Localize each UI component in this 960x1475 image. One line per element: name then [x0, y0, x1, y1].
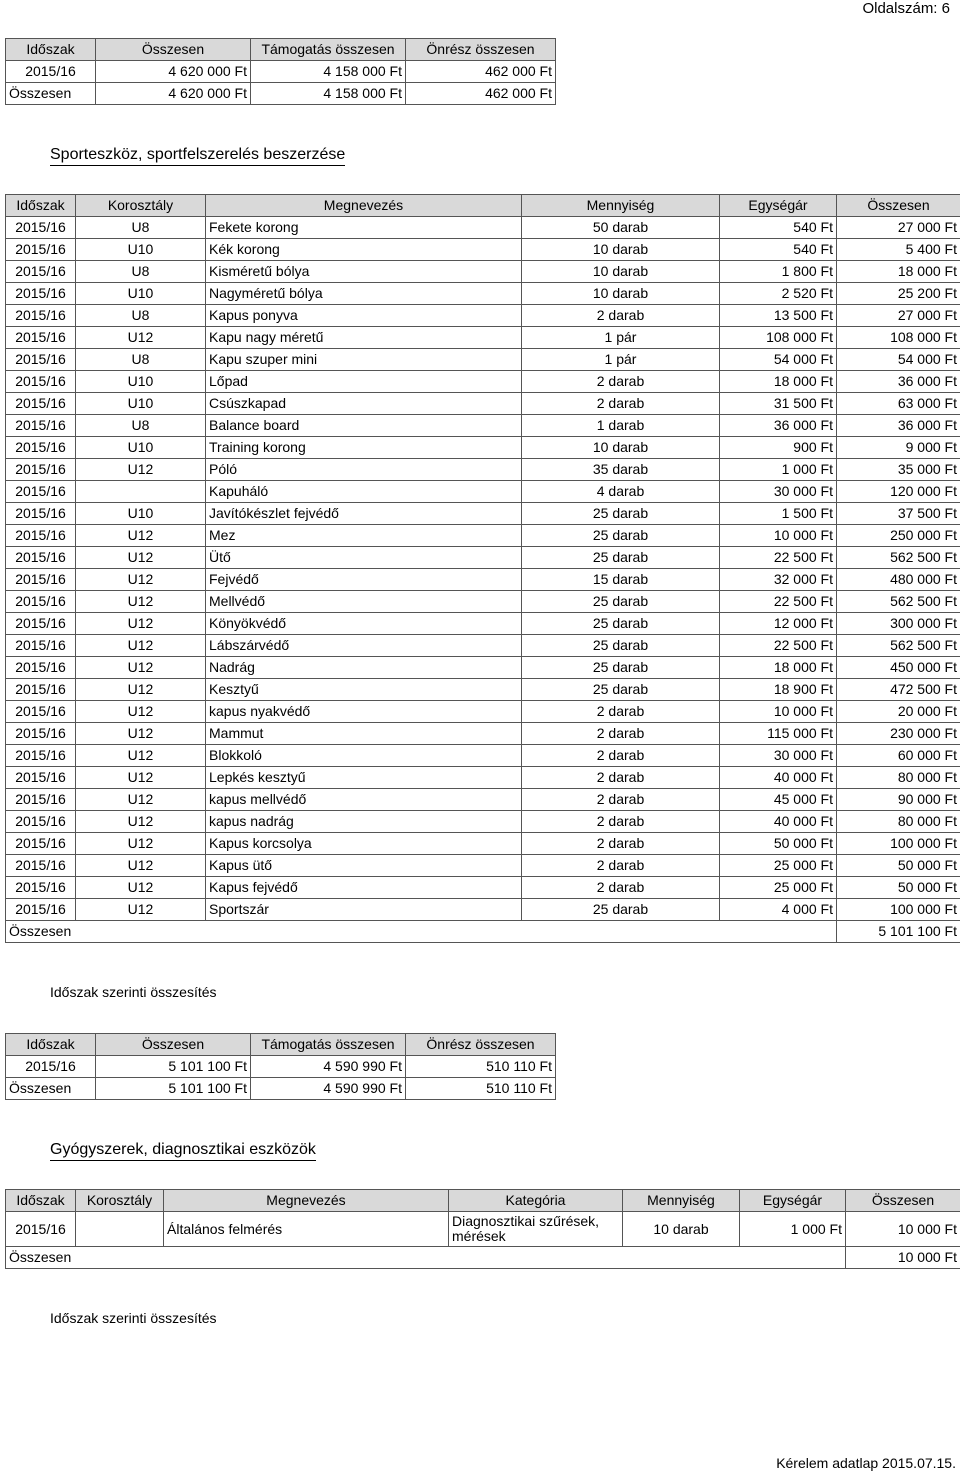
table-cell: 35 000 Ft — [837, 459, 960, 481]
table-cell: 2015/16 — [6, 569, 76, 591]
table-cell: 27 000 Ft — [837, 217, 960, 239]
table-cell: 5 101 100 Ft — [96, 1078, 251, 1100]
table-cell: Sportszár — [206, 899, 522, 921]
table-row — [6, 679, 960, 701]
column-header: Korosztály — [76, 1190, 164, 1212]
table-cell: 4 158 000 Ft — [251, 83, 406, 105]
table-cell: U12 — [76, 701, 206, 723]
section-title-medicine: Gyógyszerek, diagnosztikai eszközök — [50, 1140, 316, 1161]
table-row — [6, 305, 960, 327]
table-cell: 25 darab — [522, 503, 720, 525]
table-cell: Lepkés kesztyű — [206, 767, 522, 789]
table-row — [6, 327, 960, 349]
table-cell: 2015/16 — [6, 239, 76, 261]
table-cell: 2015/16 — [6, 437, 76, 459]
header-row — [6, 195, 960, 217]
table-row — [6, 83, 556, 105]
table-cell: 25 darab — [522, 547, 720, 569]
table-cell: 462 000 Ft — [406, 61, 556, 83]
table-cell: U12 — [76, 591, 206, 613]
table-row — [6, 833, 960, 855]
table-cell: 2015/16 — [6, 789, 76, 811]
table-cell: U8 — [76, 305, 206, 327]
table-cell: 450 000 Ft — [837, 657, 960, 679]
table-cell: 80 000 Ft — [837, 767, 960, 789]
table-cell: 25 darab — [522, 591, 720, 613]
table-cell: Javítókészlet fejvédő — [206, 503, 522, 525]
table-cell: Nagyméretű bólya — [206, 283, 522, 305]
table-cell: 2015/16 — [6, 1212, 76, 1247]
table-cell: 25 200 Ft — [837, 283, 960, 305]
table-row — [6, 525, 960, 547]
table-cell: kapus nadrág — [206, 811, 522, 833]
table-row — [6, 855, 960, 877]
table-cell: Kapuháló — [206, 481, 522, 503]
table-cell: 250 000 Ft — [837, 525, 960, 547]
table-cell: U12 — [76, 459, 206, 481]
table-cell: 27 000 Ft — [837, 305, 960, 327]
table-cell: 2015/16 — [6, 657, 76, 679]
table-cell: 562 500 Ft — [837, 635, 960, 657]
table-cell: 18 000 Ft — [720, 657, 837, 679]
table-cell: 54 000 Ft — [720, 349, 837, 371]
column-header: Megnevezés — [164, 1190, 449, 1212]
column-header: Összesen — [96, 39, 251, 61]
table-cell: U12 — [76, 525, 206, 547]
table-cell: U12 — [76, 657, 206, 679]
table-cell: U12 — [76, 745, 206, 767]
table-cell: 562 500 Ft — [837, 547, 960, 569]
table-row — [6, 635, 960, 657]
table-cell: 9 000 Ft — [837, 437, 960, 459]
total-label: Összesen — [6, 1247, 846, 1269]
period-summary-label-1: Időszak szerinti összesítés — [50, 984, 217, 1000]
table-cell: 2015/16 — [6, 393, 76, 415]
table-cell: 2015/16 — [6, 899, 76, 921]
column-header: Időszak — [6, 39, 96, 61]
table-cell: Ütő — [206, 547, 522, 569]
table-cell: 10 darab — [522, 437, 720, 459]
table-cell: 2015/16 — [6, 349, 76, 371]
table-cell: Kesztyű — [206, 679, 522, 701]
table-cell: Összesen — [6, 83, 96, 105]
column-header: Időszak — [6, 1034, 96, 1056]
table-cell: 540 Ft — [720, 217, 837, 239]
column-header: Önrész összesen — [406, 1034, 556, 1056]
table-cell: 50 000 Ft — [837, 855, 960, 877]
table-cell: 25 darab — [522, 635, 720, 657]
table-cell: Lábszárvédő — [206, 635, 522, 657]
table-cell: U12 — [76, 833, 206, 855]
table-cell: 63 000 Ft — [837, 393, 960, 415]
table-cell: 2015/16 — [6, 217, 76, 239]
table-cell: Mellvédő — [206, 591, 522, 613]
table-cell: 2015/16 — [6, 525, 76, 547]
table-cell: 1 800 Ft — [720, 261, 837, 283]
period-summary-label-2: Időszak szerinti összesítés — [50, 1310, 217, 1326]
table-cell: Kapus korcsolya — [206, 833, 522, 855]
table-cell: 1 000 Ft — [720, 459, 837, 481]
column-header: Önrész összesen — [406, 39, 556, 61]
table-cell — [76, 481, 206, 503]
column-header: Összesen — [96, 1034, 251, 1056]
column-header: Egységár — [720, 195, 837, 217]
table-cell: 40 000 Ft — [720, 767, 837, 789]
table-row — [6, 371, 960, 393]
table-cell: U12 — [76, 767, 206, 789]
table-cell: 20 000 Ft — [837, 701, 960, 723]
table-cell: U8 — [76, 261, 206, 283]
table-row — [6, 547, 960, 569]
table-cell: 30 000 Ft — [720, 745, 837, 767]
table-cell: U10 — [76, 503, 206, 525]
table-cell: Póló — [206, 459, 522, 481]
table-cell: 2 darab — [522, 723, 720, 745]
table-cell: Balance board — [206, 415, 522, 437]
table-cell: 4 620 000 Ft — [96, 83, 251, 105]
table-cell: Nadrág — [206, 657, 522, 679]
table-cell: U12 — [76, 811, 206, 833]
table-row — [6, 1212, 960, 1247]
table-cell: Könyökvédő — [206, 613, 522, 635]
table-cell: U12 — [76, 877, 206, 899]
table-cell: 32 000 Ft — [720, 569, 837, 591]
column-header: Mennyiség — [522, 195, 720, 217]
table-cell: 25 darab — [522, 679, 720, 701]
total-row — [6, 1247, 960, 1269]
table-row — [6, 745, 960, 767]
table-row — [6, 657, 960, 679]
table-cell: U12 — [76, 635, 206, 657]
table-cell: Összesen — [6, 1078, 96, 1100]
table-cell: 2 darab — [522, 305, 720, 327]
table-cell: Csúszkapad — [206, 393, 522, 415]
column-header: Megnevezés — [206, 195, 522, 217]
table-cell: 4 158 000 Ft — [251, 61, 406, 83]
column-header: Kategória — [449, 1190, 623, 1212]
table-cell: 37 500 Ft — [837, 503, 960, 525]
table-cell: 12 000 Ft — [720, 613, 837, 635]
table-cell: 2015/16 — [6, 415, 76, 437]
table-cell: 2015/16 — [6, 745, 76, 767]
table-cell: Mammut — [206, 723, 522, 745]
table-cell: 2015/16 — [6, 459, 76, 481]
table-cell: 900 Ft — [720, 437, 837, 459]
table-cell: 2 darab — [522, 393, 720, 415]
table-cell: Diagnosztikai szűrések, mérések — [449, 1212, 623, 1247]
table-cell: 50 000 Ft — [720, 833, 837, 855]
column-header: Mennyiség — [623, 1190, 740, 1212]
equipment-table — [5, 194, 960, 943]
total-label: Összesen — [6, 921, 837, 943]
table-cell — [76, 1212, 164, 1247]
table-cell: 1 pár — [522, 327, 720, 349]
table-row — [6, 349, 960, 371]
table-cell: U10 — [76, 239, 206, 261]
table-cell: kapus nyakvédő — [206, 701, 522, 723]
table-cell: 2015/16 — [6, 503, 76, 525]
table-cell: 22 500 Ft — [720, 547, 837, 569]
table-cell: Blokkoló — [206, 745, 522, 767]
table-cell: 2 darab — [522, 855, 720, 877]
column-header: Időszak — [6, 195, 76, 217]
table-cell: Fejvédő — [206, 569, 522, 591]
table-row — [6, 239, 960, 261]
table-row — [6, 217, 960, 239]
header-row — [6, 39, 556, 61]
table-cell: 2 darab — [522, 877, 720, 899]
table-cell: 13 500 Ft — [720, 305, 837, 327]
table-cell: 2 darab — [522, 767, 720, 789]
table-cell: 25 darab — [522, 657, 720, 679]
table-cell: Kapus fejvédő — [206, 877, 522, 899]
summary-table-1 — [5, 38, 556, 105]
table-cell: 2 darab — [522, 371, 720, 393]
table-cell: 2015/16 — [6, 679, 76, 701]
table-cell: Training korong — [206, 437, 522, 459]
table-cell: 30 000 Ft — [720, 481, 837, 503]
table-cell: 2015/16 — [6, 371, 76, 393]
table-cell: 5 400 Ft — [837, 239, 960, 261]
table-row — [6, 613, 960, 635]
table-cell: U8 — [76, 217, 206, 239]
table-cell: 25 darab — [522, 525, 720, 547]
table-cell: Lőpad — [206, 371, 522, 393]
section-title-equipment: Sporteszköz, sportfelszerelés beszerzése — [50, 145, 345, 166]
table-cell: U12 — [76, 723, 206, 745]
table-cell: 54 000 Ft — [837, 349, 960, 371]
table-cell: 10 darab — [522, 261, 720, 283]
table-cell: U12 — [76, 569, 206, 591]
table-cell: Általános felmérés — [164, 1212, 449, 1247]
column-header: Összesen — [837, 195, 960, 217]
table-cell: 2015/16 — [6, 833, 76, 855]
table-cell: 2 darab — [522, 745, 720, 767]
table-cell: 2015/16 — [6, 591, 76, 613]
column-header: Korosztály — [76, 195, 206, 217]
table-cell: 31 500 Ft — [720, 393, 837, 415]
table-row — [6, 569, 960, 591]
table-cell: U12 — [76, 679, 206, 701]
column-header: Időszak — [6, 1190, 76, 1212]
column-header: Támogatás összesen — [251, 1034, 406, 1056]
table-cell: U12 — [76, 899, 206, 921]
table-cell: 100 000 Ft — [837, 833, 960, 855]
table-cell: 25 000 Ft — [720, 877, 837, 899]
table-cell: 4 620 000 Ft — [96, 61, 251, 83]
table-cell: 2015/16 — [6, 723, 76, 745]
table-cell: kapus mellvédő — [206, 789, 522, 811]
table-cell: 36 000 Ft — [837, 371, 960, 393]
table-cell: 15 darab — [522, 569, 720, 591]
table-cell: 22 500 Ft — [720, 635, 837, 657]
table-cell: 108 000 Ft — [837, 327, 960, 349]
table-cell: 4 000 Ft — [720, 899, 837, 921]
table-cell: 22 500 Ft — [720, 591, 837, 613]
table-cell: 2015/16 — [6, 61, 96, 83]
table-row — [6, 877, 960, 899]
medicine-table — [5, 1189, 960, 1269]
table-cell: Mez — [206, 525, 522, 547]
table-cell: 25 darab — [522, 899, 720, 921]
table-row — [6, 393, 960, 415]
table-cell: Kapus ütő — [206, 855, 522, 877]
table-cell: 18 000 Ft — [837, 261, 960, 283]
table-cell: 1 500 Ft — [720, 503, 837, 525]
table-row — [6, 481, 960, 503]
table-cell: 36 000 Ft — [837, 415, 960, 437]
table-cell: 480 000 Ft — [837, 569, 960, 591]
table-row — [6, 283, 960, 305]
table-row — [6, 503, 960, 525]
table-cell: 2 520 Ft — [720, 283, 837, 305]
table-cell: 108 000 Ft — [720, 327, 837, 349]
footer-text: Kérelem adatlap 2015.07.15. — [776, 1455, 956, 1471]
table-cell: 4 590 990 Ft — [251, 1056, 406, 1078]
table-cell: 100 000 Ft — [837, 899, 960, 921]
header-row — [6, 1190, 960, 1212]
table-cell: U12 — [76, 789, 206, 811]
table-cell: 2015/16 — [6, 635, 76, 657]
table-cell: 2015/16 — [6, 767, 76, 789]
table-cell: 50 darab — [522, 217, 720, 239]
table-row — [6, 1056, 556, 1078]
table-cell: 2015/16 — [6, 1056, 96, 1078]
table-cell: 300 000 Ft — [837, 613, 960, 635]
table-cell: U10 — [76, 371, 206, 393]
table-cell: 10 000 Ft — [720, 525, 837, 547]
column-header: Támogatás összesen — [251, 39, 406, 61]
table-cell: 2015/16 — [6, 261, 76, 283]
table-cell: Kapu nagy méretű — [206, 327, 522, 349]
table-cell: 1 000 Ft — [740, 1212, 846, 1247]
table-cell: 40 000 Ft — [720, 811, 837, 833]
total-value: 10 000 Ft — [846, 1247, 960, 1269]
table-row — [6, 701, 960, 723]
table-cell: U12 — [76, 613, 206, 635]
table-row — [6, 61, 556, 83]
table-cell: 462 000 Ft — [406, 83, 556, 105]
table-cell: 2 darab — [522, 701, 720, 723]
table-cell: Kapus ponyva — [206, 305, 522, 327]
table-row — [6, 1078, 556, 1100]
table-cell: 10 darab — [623, 1212, 740, 1247]
total-row — [6, 921, 960, 943]
table-cell: 25 darab — [522, 613, 720, 635]
table-row — [6, 459, 960, 481]
table-cell: Fekete korong — [206, 217, 522, 239]
table-cell: 1 darab — [522, 415, 720, 437]
table-cell: 10 darab — [522, 239, 720, 261]
table-cell: U10 — [76, 437, 206, 459]
table-cell: 18 900 Ft — [720, 679, 837, 701]
table-cell: 540 Ft — [720, 239, 837, 261]
table-cell: 2 darab — [522, 789, 720, 811]
summary-table-2 — [5, 1033, 556, 1100]
table-cell: 510 110 Ft — [406, 1056, 556, 1078]
table-cell: 2015/16 — [6, 283, 76, 305]
table-cell: Kisméretű bólya — [206, 261, 522, 283]
table-cell: 2015/16 — [6, 855, 76, 877]
table-row — [6, 789, 960, 811]
table-cell: 4 darab — [522, 481, 720, 503]
table-cell: Kapu szuper mini — [206, 349, 522, 371]
table-row — [6, 723, 960, 745]
table-cell: 1 pár — [522, 349, 720, 371]
table-cell: 2015/16 — [6, 481, 76, 503]
table-cell: 2015/16 — [6, 613, 76, 635]
table-cell: 510 110 Ft — [406, 1078, 556, 1100]
column-header: Egységár — [740, 1190, 846, 1212]
table-cell: 2 darab — [522, 833, 720, 855]
table-cell: 2015/16 — [6, 327, 76, 349]
column-header: Összesen — [846, 1190, 960, 1212]
table-cell: 60 000 Ft — [837, 745, 960, 767]
table-cell: U8 — [76, 349, 206, 371]
table-cell: 10 darab — [522, 283, 720, 305]
table-cell: 120 000 Ft — [837, 481, 960, 503]
table-cell: U10 — [76, 393, 206, 415]
table-cell: 2015/16 — [6, 811, 76, 833]
table-cell: U12 — [76, 547, 206, 569]
total-value: 5 101 100 Ft — [837, 921, 960, 943]
table-row — [6, 811, 960, 833]
page-number: Oldalszám: 6 — [862, 0, 950, 17]
table-row — [6, 899, 960, 921]
table-cell: 45 000 Ft — [720, 789, 837, 811]
table-cell: 10 000 Ft — [846, 1212, 960, 1247]
table-row — [6, 437, 960, 459]
table-cell: U10 — [76, 283, 206, 305]
table-cell: 36 000 Ft — [720, 415, 837, 437]
table-cell: 4 590 990 Ft — [251, 1078, 406, 1100]
table-row — [6, 591, 960, 613]
table-cell: 2015/16 — [6, 877, 76, 899]
table-cell: 472 500 Ft — [837, 679, 960, 701]
table-cell: 80 000 Ft — [837, 811, 960, 833]
table-cell: 25 000 Ft — [720, 855, 837, 877]
table-cell: 18 000 Ft — [720, 371, 837, 393]
table-row — [6, 261, 960, 283]
table-row — [6, 767, 960, 789]
table-cell: 5 101 100 Ft — [96, 1056, 251, 1078]
table-cell: 35 darab — [522, 459, 720, 481]
table-cell: 2015/16 — [6, 547, 76, 569]
table-cell: U12 — [76, 327, 206, 349]
table-cell: 230 000 Ft — [837, 723, 960, 745]
table-cell: U12 — [76, 855, 206, 877]
table-cell: 562 500 Ft — [837, 591, 960, 613]
table-cell: 2 darab — [522, 811, 720, 833]
table-cell: 90 000 Ft — [837, 789, 960, 811]
table-cell: 2015/16 — [6, 701, 76, 723]
table-cell: 10 000 Ft — [720, 701, 837, 723]
table-row — [6, 415, 960, 437]
table-cell: U8 — [76, 415, 206, 437]
table-cell: Kék korong — [206, 239, 522, 261]
table-cell: 115 000 Ft — [720, 723, 837, 745]
table-cell: 2015/16 — [6, 305, 76, 327]
table-cell: 50 000 Ft — [837, 877, 960, 899]
header-row — [6, 1034, 556, 1056]
